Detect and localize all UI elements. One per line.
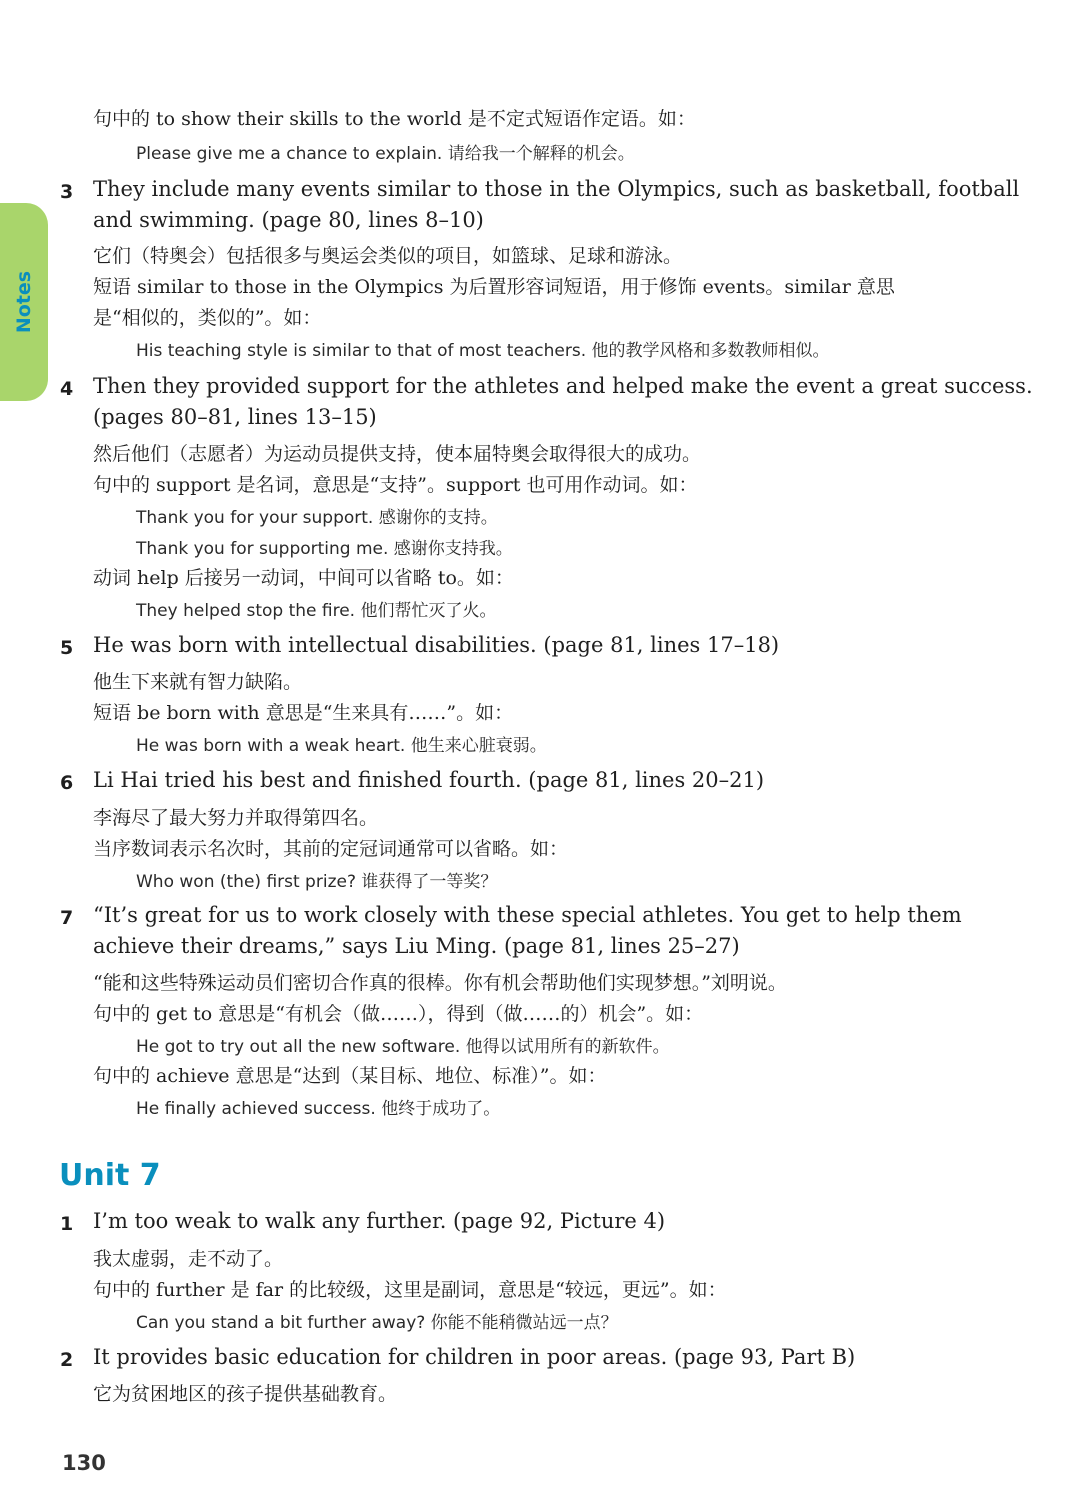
note-sentence: Then they provided support for the athletes and helped make the event a great success. (93, 374, 1033, 398)
note-sentence: “It’s great for us to work closely with these special athletes. You get to help them (93, 903, 962, 927)
note-number: 3 (60, 181, 74, 203)
note-sentence: and swimming. (page 80, lines 8–10) (93, 208, 484, 232)
note-explanation: 是“相似的，类似的”。如： (93, 307, 322, 329)
note-example: He finally achieved success. 他终于成功了。 (136, 1099, 501, 1119)
note-example: Can you stand a bit further away? 你能不能稍微站远一点？ (136, 1313, 618, 1333)
note-explanation: 当序数词表示名次时，其前的定冠词通常可以省略。如： (93, 838, 569, 860)
note-example: He was born with a weak heart. 他生来心脏衰弱。 (136, 736, 547, 756)
note-explanation: 句中的 further 是 far 的比较级，这里是副词，意思是“较远，更远”。如： (93, 1279, 727, 1301)
note-number: 4 (60, 378, 74, 400)
note-explanation: 句中的 achieve 意思是“达到（某目标、地位、标准）”。如： (93, 1065, 607, 1087)
note-example: He got to try out all the new software. 他得以试用所有的新软件。 (136, 1037, 670, 1057)
note-example: Who won (the) first prize? 谁获得了一等奖？ (136, 872, 498, 892)
note-number: 7 (60, 907, 74, 929)
note-explanation: 短语 similar to those in the Olympics 为后置形容词短语，用于修饰 events。similar 意思 (93, 276, 895, 298)
note-example: His teaching style is similar to that of most teachers. 他的教学风格和多数教师相似。 (136, 341, 830, 361)
note-translation: 它为贫困地区的孩子提供基础教育。 (93, 1383, 398, 1405)
note-number: 5 (60, 637, 74, 659)
notes-side-tab (0, 203, 48, 401)
note-explanation: 句中的 get to 意思是“有机会（做……），得到（做……的）机会”。如： (93, 1003, 704, 1025)
note-translation: 李海尽了最大努力并取得第四名。 (93, 807, 379, 829)
unit-heading: Unit 7 (59, 1158, 161, 1193)
intro-example: Please give me a chance to explain. 请给我一个解释的机会。 (136, 144, 635, 164)
note-translation: 我太虚弱，走不动了。 (93, 1248, 284, 1270)
note-example: Thank you for supporting me. 感谢你支持我。 (136, 539, 513, 559)
note-number: 2 (60, 1349, 74, 1371)
note-translation: 然后他们（志愿者）为运动员提供支持，使本届特奥会取得很大的成功。 (93, 443, 702, 465)
note-sentence: It provides basic education for children in poor areas. (page 93, Part B) (93, 1345, 856, 1369)
note-example: They helped stop the fire. 他们帮忙灭了火。 (136, 601, 497, 621)
note-number: 1 (60, 1213, 74, 1235)
note-explanation: 句中的 support 是名词，意思是“支持”。support 也可用作动词。如： (93, 474, 698, 496)
note-sentence: (pages 80–81, lines 13–15) (93, 405, 377, 429)
note-sentence: achieve their dreams,” says Liu Ming. (page 81, lines 25–27) (93, 934, 740, 958)
note-explanation: 动词 help 后接另一动词，中间可以省略 to。如： (93, 567, 514, 589)
note-sentence: I’m too weak to walk any further. (page 92, Picture 4) (93, 1209, 666, 1233)
note-translation: 它们（特奥会）包括很多与奥运会类似的项目，如篮球、足球和游泳。 (93, 245, 683, 267)
note-sentence: He was born with intellectual disabilities. (page 81, lines 17–18) (93, 633, 780, 657)
note-translation: 他生下来就有智力缺陷。 (93, 671, 303, 693)
notes-tab-label: Notes (13, 270, 35, 334)
note-example: Thank you for your support. 感谢你的支持。 (136, 508, 498, 528)
note-translation: “能和这些特殊运动员们密切合作真的很棒。你有机会帮助他们实现梦想。”刘明说。 (93, 972, 787, 994)
note-sentence: They include many events similar to those in the Olympics, such as basketball, football (93, 177, 1020, 201)
note-sentence: Li Hai tried his best and finished fourth. (page 81, lines 20–21) (93, 768, 765, 792)
note-number: 6 (60, 772, 74, 794)
intro-line: 句中的 to show their skills to the world 是不定式短语作定语。如： (93, 108, 696, 130)
note-explanation: 短语 be born with 意思是“生来具有……”。如： (93, 702, 514, 724)
page-number: 130 (62, 1451, 106, 1475)
